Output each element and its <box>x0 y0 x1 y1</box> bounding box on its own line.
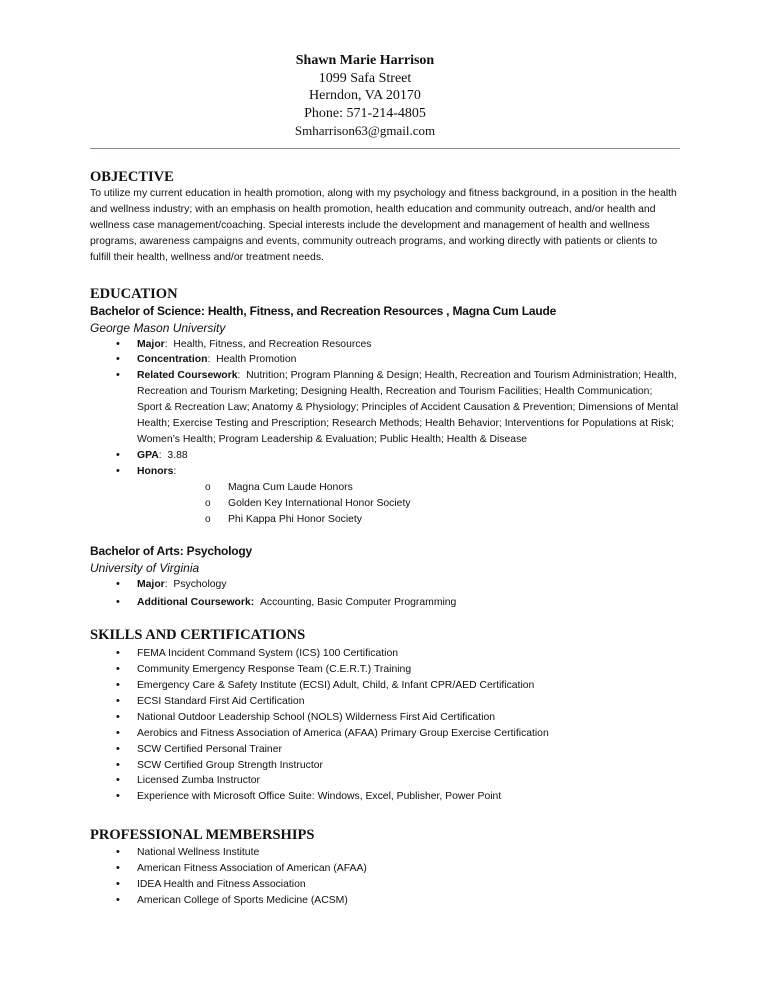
list-item: • National Wellness Institute <box>90 845 680 861</box>
detail-label: Related Coursework <box>137 370 238 382</box>
list-item: • Major: Psychology <box>90 577 680 593</box>
detail-label: Concentration <box>137 354 208 366</box>
degree-title: Bachelor of Science: Health, Fitness, and Recreation Resources , Magna Cum Laude <box>90 303 557 318</box>
honor-item: o Phi Kappa Phi Honor Society <box>137 512 680 528</box>
degree-entry <box>90 543 680 611</box>
memberships-heading: PROFESSIONAL MEMBERSHIPS <box>90 827 315 844</box>
memberships-list <box>90 845 680 909</box>
detail-value: Accounting, Basic Computer Programming <box>259 597 457 609</box>
detail-label: GPA <box>137 449 159 461</box>
school-name: George Mason University <box>90 320 226 335</box>
detail-value: 3.88 <box>167 449 188 461</box>
skills-list <box>90 646 680 805</box>
detail-label: Honors <box>137 465 174 477</box>
detail-value: Nutrition; Program Planning & Design; Health, Recreation and Tourism Administration; Health, Recreation and Tourism Marketing; Designing Health, Recreation and Tourism Facilities; Health Communication; Sport & Recreation Law; Anatomy & Physiology; Principles of Accident Causation & Prevention; Dimensions of Mental Health; Exercise Testing and Prescription; Research Methods; Health Behavior; Interventions for Populations at Risk; Women’s Health; Program Leadership & Evaluation; Public Health; Health & Disease <box>137 370 679 445</box>
list-item: • National Outdoor Leadership School (NOLS) Wilderness First Aid Certification <box>90 710 680 726</box>
degree-title: Bachelor of Arts: Psychology <box>90 544 252 559</box>
objective-text: To utilize my current education in health promotion, along with my psychology and fitness background, in a position in the health and wellness industry; with an emphasis on health promotion, health education and community outreach, and/or health and wellness case management/coaching. Special interests include the development and management of health and wellness programs, awareness campaigns and events, community outreach programs, and working directly with patients or clients to fulfill their health, wellness and/or treatment needs. <box>90 188 677 263</box>
skills-section <box>90 626 680 805</box>
detail-label: Major <box>137 579 165 591</box>
detail-label: Major <box>137 338 165 350</box>
education-section <box>90 285 680 612</box>
school-name: University of Virginia <box>90 561 200 576</box>
list-item: • Community Emergency Response Team (C.E.R.T.) Training <box>90 662 680 678</box>
list-item: • GPA: 3.88 <box>90 448 680 464</box>
list-item: • SCW Certified Group Strength Instructor <box>90 758 680 774</box>
memberships-section <box>90 826 680 909</box>
list-item: • American Fitness Association of American (AFAA) <box>90 861 680 877</box>
list-item: • ECSI Standard First Aid Certification <box>90 694 680 710</box>
list-item: • Aerobics and Fitness Association of America (AFAA) Primary Group Exercise Certification <box>90 726 680 742</box>
contact-header <box>200 52 530 140</box>
objective-heading: OBJECTIVE <box>90 169 174 185</box>
degree-details <box>90 337 680 528</box>
applicant-name: Shawn Marie Harrison <box>295 53 435 68</box>
list-item: • SCW Certified Personal Trainer <box>90 742 680 758</box>
email-address: Smharrison63@gmail.com <box>294 123 436 138</box>
honors-list <box>137 480 680 528</box>
list-item: • Related Coursework: Nutrition; Program Planning & Design; Health, Recreation and Tourism Administration; Health, Recreation and Tourism Marketing; Designing Health, Recreation and Tourism Facilities; Health Communication; Sport & Recreation Law; Anatomy & Physiology; Principles of Accident Causation & Prevention; Dimensions of Mental Health; Exercise Testing and Prescription; Research Methods; Health Behavior; Interventions for Populations at Risk; Women’s Health; Program Leadership & Evaluation; Public Health; Health & Disease <box>90 368 680 448</box>
list-item: • American College of Sports Medicine (ACSM) <box>90 893 680 909</box>
list-item: • FEMA Incident Command System (ICS) 100 Certification <box>90 646 680 662</box>
list-item: • Emergency Care & Safety Institute (ECSI) Adult, Child, & Infant CPR/AED Certification <box>90 678 680 694</box>
resume-body <box>90 168 680 909</box>
list-item: • IDEA Health and Fitness Association <box>90 877 680 893</box>
list-item <box>90 595 680 611</box>
phone-number: Phone: 571-214-4805 <box>304 105 426 121</box>
honor-item: o Golden Key International Honor Society <box>137 496 680 512</box>
degree-entry <box>90 303 680 528</box>
city-state-zip: Herndon, VA 20170 <box>309 88 421 103</box>
list-item: • Licensed Zumba Instructor <box>90 773 680 789</box>
detail-value: Health Promotion <box>216 354 297 366</box>
detail-value: Health, Fitness, and Recreation Resources <box>173 338 372 350</box>
detail-label: Additional Coursework: <box>137 597 255 609</box>
skills-heading: SKILLS AND CERTIFICATIONS <box>90 627 306 644</box>
street-address: 1099 Safa Street <box>318 70 412 86</box>
education-heading: EDUCATION <box>90 285 178 302</box>
list-item: • Experience with Microsoft Office Suite: Windows, Excel, Publisher, Power Point <box>90 789 680 805</box>
detail-value: Psychology <box>173 579 227 591</box>
objective-section <box>90 168 680 266</box>
list-item: • Honors: o Magna Cum Laude Honors o Golden Key International Honor Society o Phi Kappa Phi Honor Society <box>90 464 680 528</box>
list-item: • Major: Health, Fitness, and Recreation Resources <box>90 337 680 353</box>
header-divider <box>90 148 680 149</box>
honor-item: o Magna Cum Laude Honors <box>137 480 680 496</box>
degree-details <box>90 577 680 611</box>
list-item: • Concentration: Health Promotion <box>90 352 680 368</box>
